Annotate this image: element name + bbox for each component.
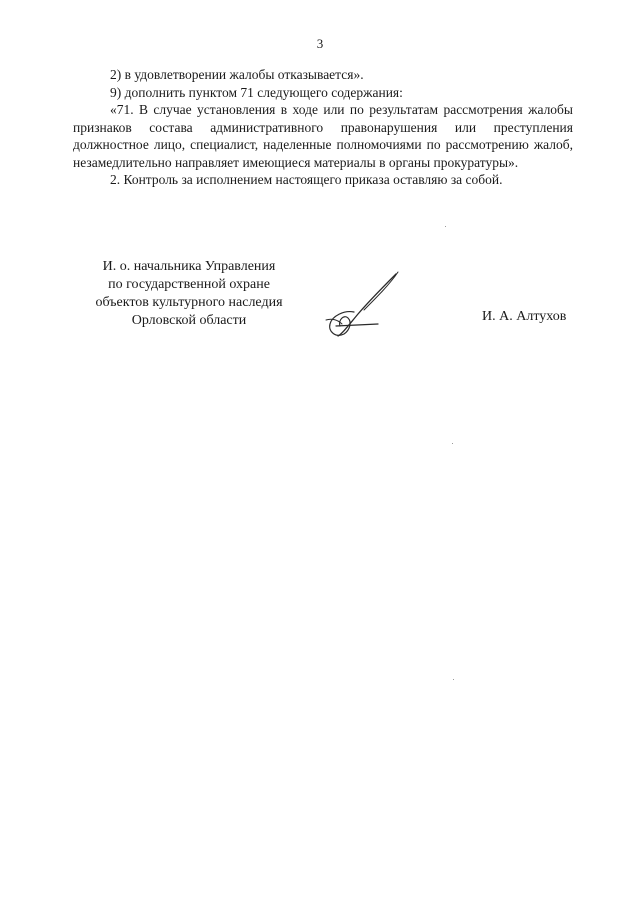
page-number: 3 bbox=[316, 36, 324, 51]
paragraph-item-9: 9) дополнить пунктом 71 следующего содержания: bbox=[110, 84, 403, 100]
paragraph-item-2: 2) в удовлетворении жалобы отказывается». bbox=[110, 67, 364, 82]
paragraph-item-71: «71. В случае установления в ходе или по результатам рассмотрения жалобы признаков состава административного правонарушения или преступления должностное лицо, специалист, наделенные полномочиями по рассмотрению жалоб, незамедлительно направляет имеющиеся материалы в органы прокуратуры». bbox=[73, 102, 573, 170]
position-line: Орловской области bbox=[131, 313, 247, 328]
position-line: по государственной охране bbox=[108, 277, 270, 292]
handwritten-signature bbox=[318, 270, 408, 342]
position-line: И. о. начальника Управления bbox=[102, 259, 276, 274]
signatory-position bbox=[74, 258, 304, 330]
signer-name: И. А. Алтухов bbox=[482, 309, 567, 324]
scan-speck bbox=[452, 443, 453, 444]
scan-speck bbox=[445, 226, 446, 227]
document-body bbox=[73, 66, 573, 189]
paragraph-control: 2. Контроль за исполнением настоящего приказа оставляю за собой. bbox=[110, 172, 503, 187]
scan-speck bbox=[453, 679, 454, 680]
position-line: объектов культурного наследия bbox=[95, 295, 283, 310]
